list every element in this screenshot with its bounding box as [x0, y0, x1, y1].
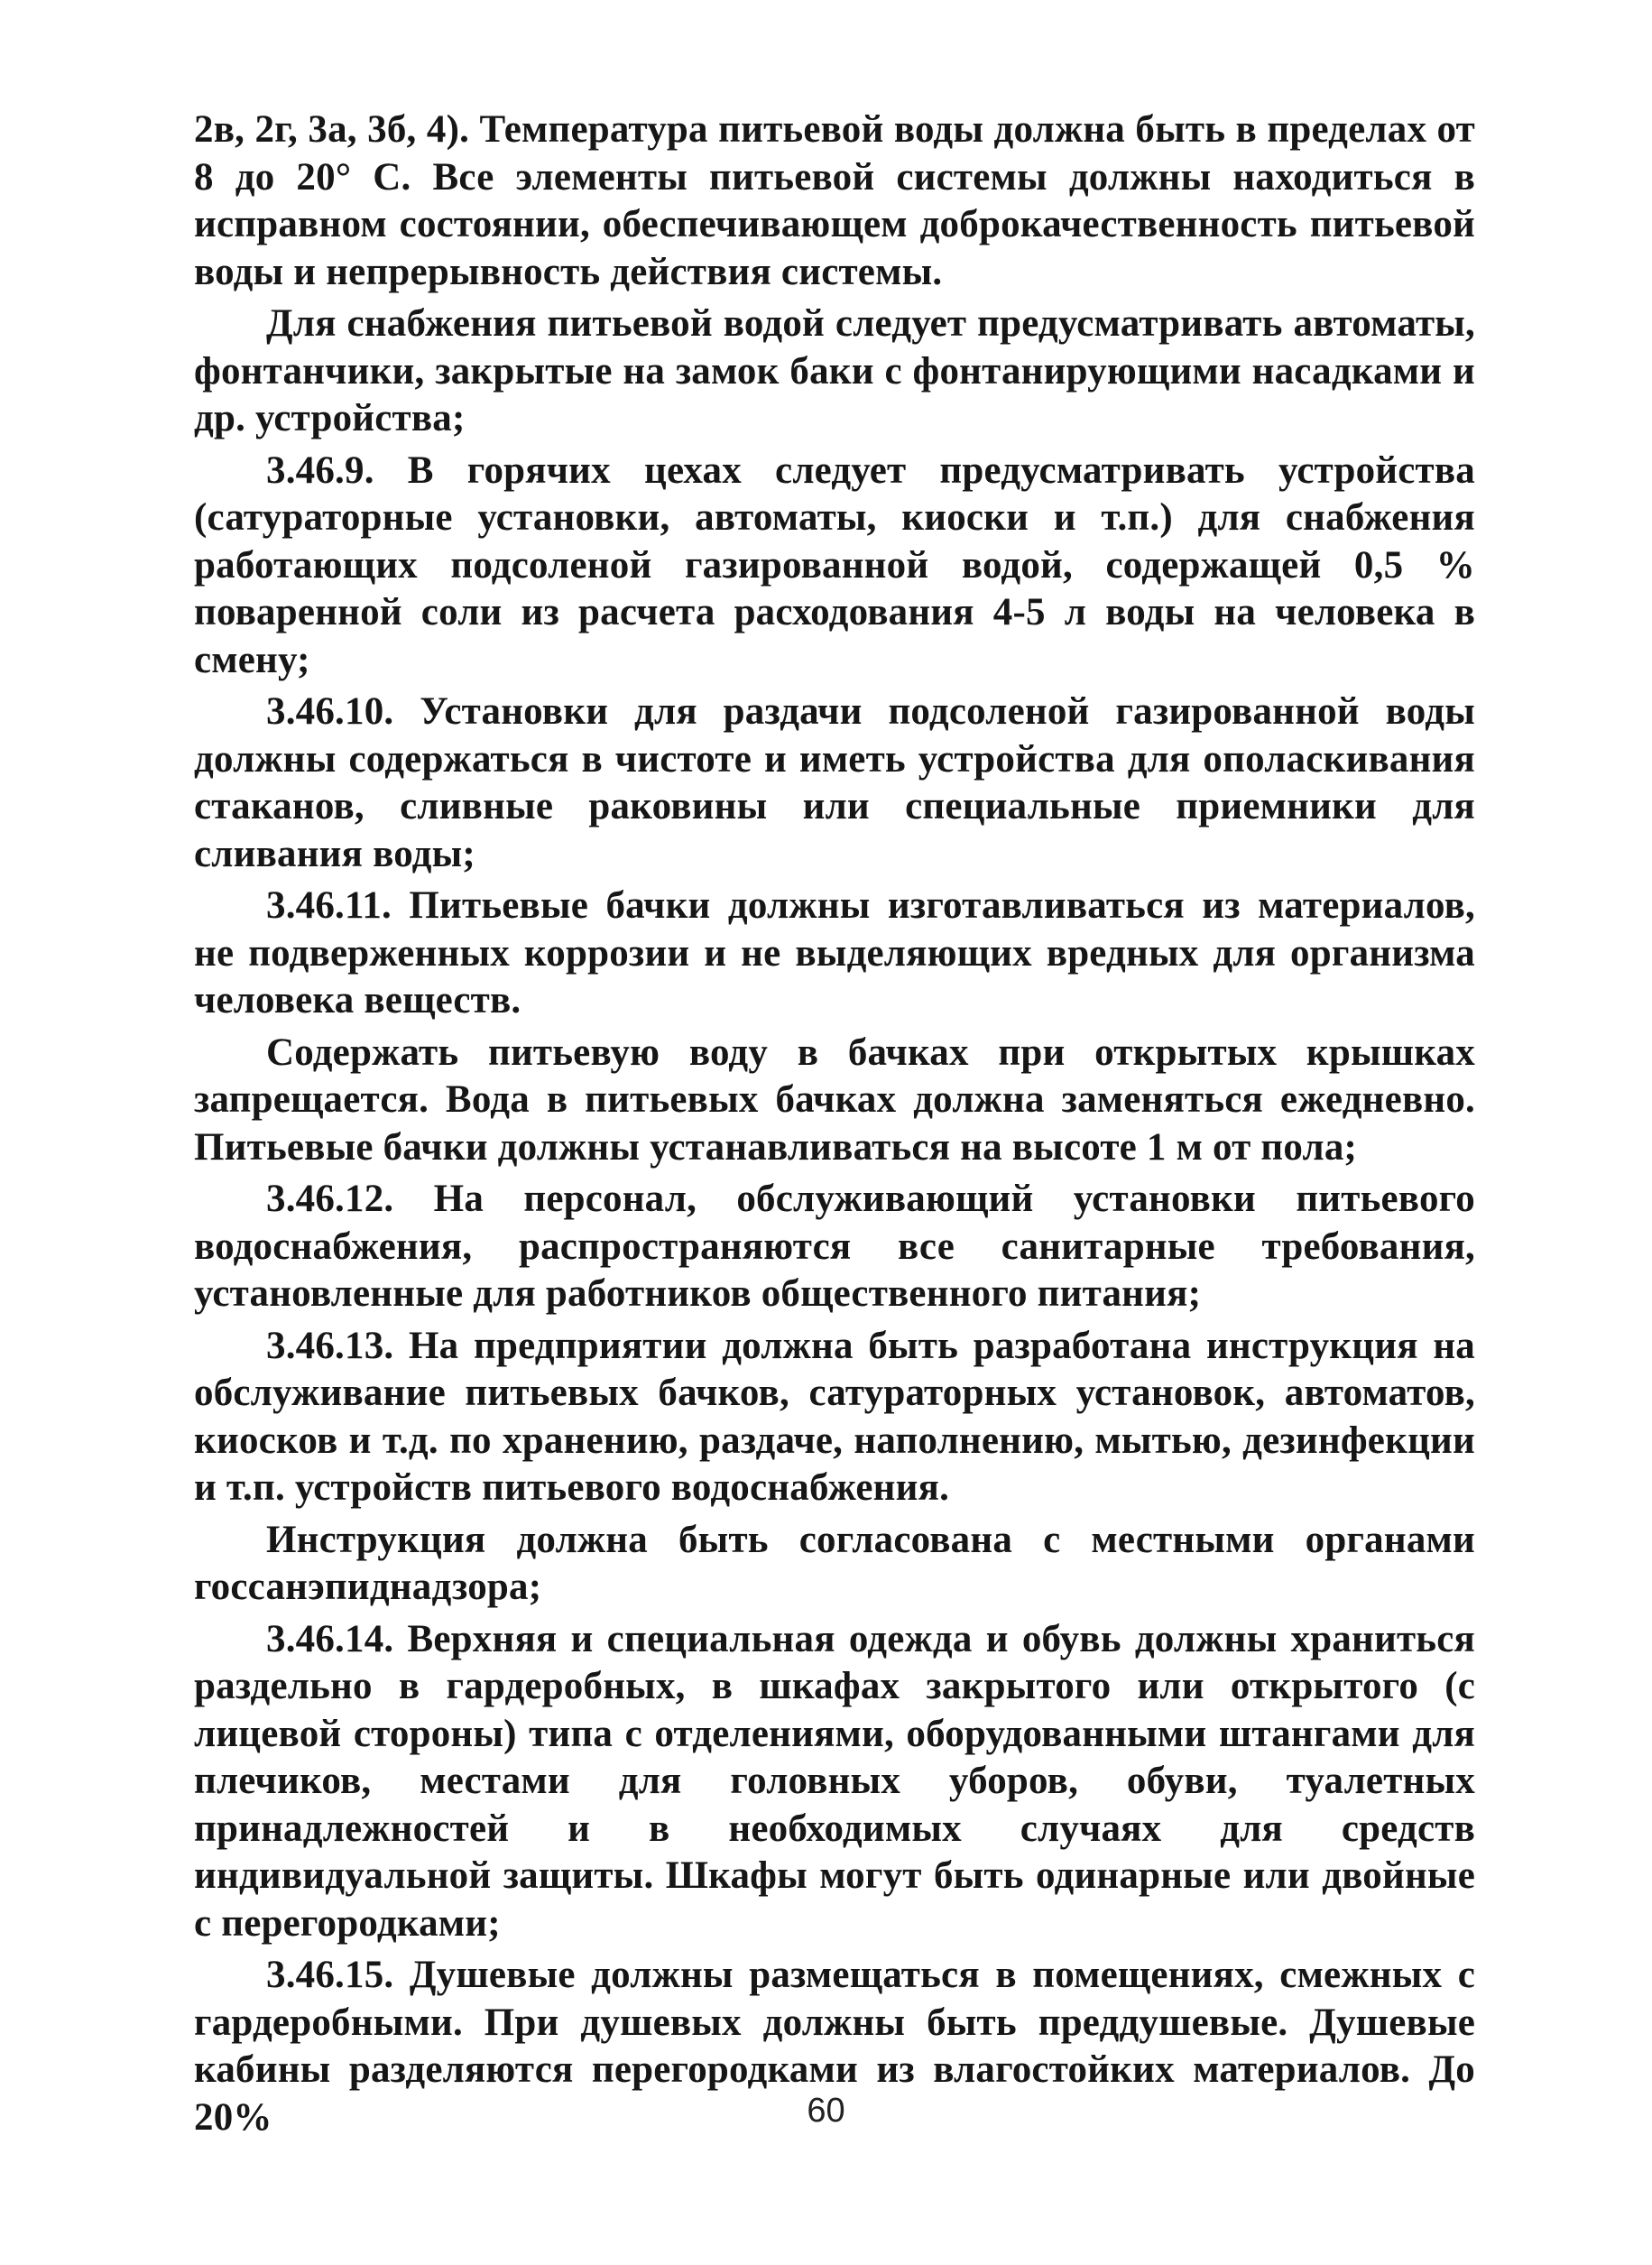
paragraph-8: 3.46.13. На предприятии должна быть разработана инструкция на обслуживание питьевых бачков, сатураторных установок, автоматов, киосков и т.д. по хранению, раздаче, наполнению, мытью, дезинфекции и т.п. устройств питьевого водоснабжения.	[194, 1324, 1475, 1509]
page-number: 60	[807, 2092, 845, 2130]
paragraph-5: 3.46.11. Питьевые бачки должны изготавливаться из материалов, не подверженных коррозии и не выделяющих вредных для организма человека веществ.	[194, 884, 1475, 1022]
paragraph-7: 3.46.12. На персонал, обслуживающий установки питьевого водоснабжения, распространяются все санитарные требования, установленные для работников общественного питания;	[194, 1178, 1475, 1315]
paragraph-1: 2в, 2г, 3а, 3б, 4). Температура питьевой воды должна быть в пределах от 8 до 20° С. Все элементы питьевой системы должны находиться в исправном состоянии, обеспечивающем доброкачественность питьевой воды и непрерывность действия системы.	[194, 108, 1475, 293]
paragraph-4: 3.46.10. Установки для раздачи подсоленой газированной воды должны содержаться в чистоте и иметь устройства для ополаскивания стаканов, сливные раковины или специальные приемники для сливания воды;	[194, 690, 1475, 875]
document-body	[194, 106, 1475, 2146]
paragraph-10: 3.46.14. Верхняя и специальная одежда и обувь должны храниться раздельно в гардеробных, в шкафах закрытого или открытого (с лицевой стороны) типа с отделениями, оборудованными штангами для плечиков, местами для головных уборов, обуви, туалетных принадлежностей и в необходимых случаях для средств индивидуальной защиты. Шкафы могут быть одинарные или двойные с перегородками;	[194, 1617, 1475, 1945]
paragraph-2: Для снабжения питьевой водой следует предусматривать автоматы, фонтанчики, закрытые на замок баки с фонтанирующими насадками и др. устройства;	[194, 302, 1475, 439]
paragraph-3: 3.46.9. В горячих цехах следует предусматривать устройства (сатураторные установки, автоматы, киоски и т.п.) для снабжения работающих подсоленой газированной водой, содержащей 0,5 % поваренной соли из расчета расходования 4-5 л воды на человека в смену;	[194, 448, 1475, 681]
paragraph-9: Инструкция должна быть согласована с местными органами госсанэпиднадзора;	[194, 1518, 1475, 1608]
paragraph-6: Содержать питьевую воду в бачках при открытых крышках запрещается. Вода в питьевых бачках должна заменяться ежедневно. Питьевые бачки должны устанавливаться на высоте 1 м от пола;	[194, 1031, 1475, 1169]
paragraph-11: 3.46.15. Душевые должны размещаться в помещениях, смежных с гардеробными. При душевых должны быть преддушевые. Душевые кабины разделяются перегородками из влагостойких материалов. До 20%	[194, 1954, 1475, 2139]
